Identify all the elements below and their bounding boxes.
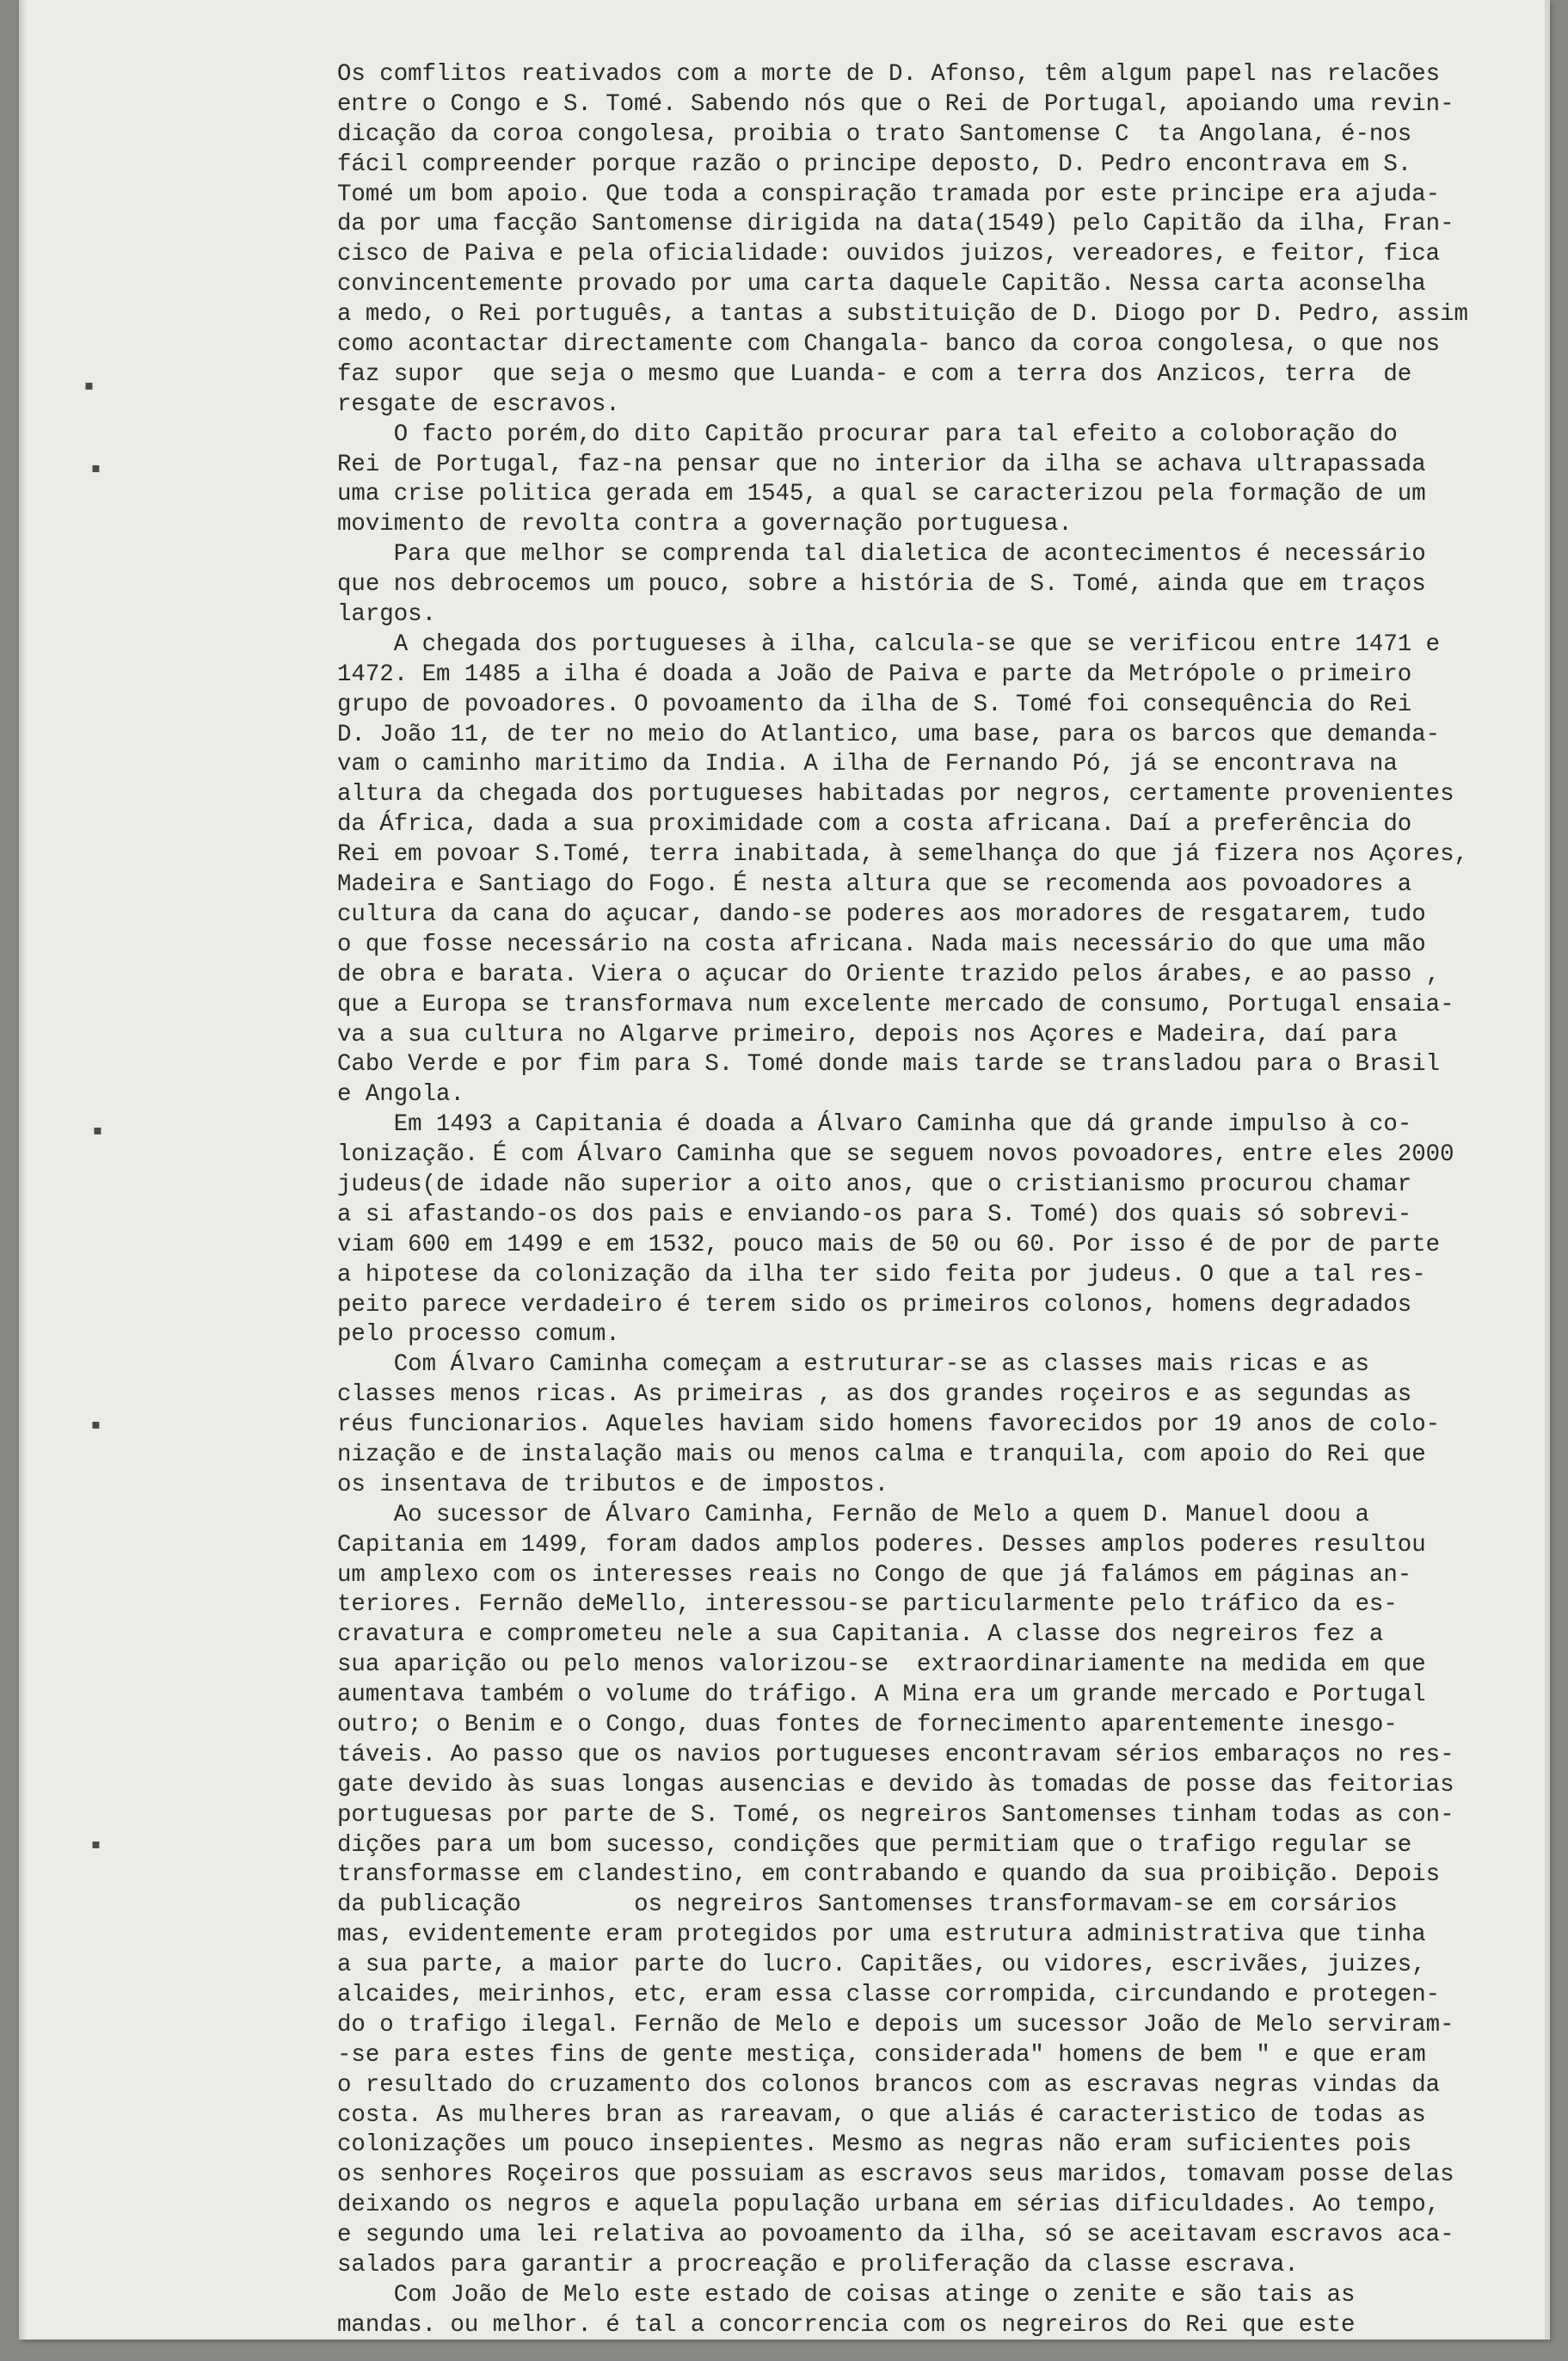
text-line: altura da chegada dos portugueses habitadas por negros, certamente provenientes bbox=[337, 781, 1454, 809]
text-line: classes menos ricas. As primeiras , as dos grandes roçeiros e as segundas as bbox=[337, 1381, 1412, 1409]
text-line: e Angola. bbox=[337, 1081, 464, 1109]
text-line: Cabo Verde e por fim para S. Tomé donde mais tarde se transladou para o Brasil bbox=[337, 1051, 1441, 1079]
text-line: pelo processo comum. bbox=[337, 1321, 620, 1349]
text-line: cultura da cana do açucar, dando-se poderes aos moradores de resgatarem, tudo bbox=[337, 901, 1426, 928]
text-line: entre o Congo e S. Tomé. Sabendo nós que o Rei de Portugal, apoiando uma revin- bbox=[337, 90, 1454, 118]
text-line: sua aparição ou pelo menos valorizou-se extraordinariamente na medida em que bbox=[337, 1651, 1426, 1679]
text-line: Com Álvaro Caminha começam a estruturar-se as classes mais ricas e as bbox=[337, 1351, 1369, 1379]
text-line: táveis. Ao passo que os navios portugueses encontravam sérios embaraços no res- bbox=[337, 1741, 1454, 1768]
text-line: a medo, o Rei português, a tantas a substituição de D. Diogo por D. Pedro, assim bbox=[337, 301, 1468, 329]
margin-dot: ▪ bbox=[91, 1416, 101, 1432]
text-line: a hipotese da colonização da ilha ter sido feita por judeus. O que a tal res- bbox=[337, 1261, 1426, 1288]
text-line: salados para garantir a procreação e proliferação da classe escrava. bbox=[337, 2252, 1299, 2279]
text-line: viam 600 em 1499 e em 1532, pouco mais de 50 ou 60. Por isso é de por de parte bbox=[337, 1231, 1441, 1258]
text-line: D. João 11, de ter no meio do Atlantico, uma base, para os barcos que demanda- bbox=[337, 721, 1441, 748]
text-line: Ao sucessor de Álvaro Caminha, Fernão de Melo a quem D. Manuel doou a bbox=[337, 1501, 1369, 1528]
text-line: transformasse em clandestino, em contrabando e quando da sua proibição. Depois bbox=[337, 1861, 1441, 1889]
text-line: a si afastando-os dos pais e enviando-os para S. Tomé) dos quais só sobrevi- bbox=[337, 1201, 1412, 1228]
text-line: dicação da coroa congolesa, proibia o trato Santomense C ta Angolana, é-nos bbox=[337, 120, 1412, 148]
text-line: da publicação os negreiros Santomenses transformavam-se em corsários bbox=[337, 1891, 1398, 1919]
text-line: fácil compreender porque razão o principe deposto, D. Pedro encontrava em S. bbox=[337, 151, 1412, 178]
text-line: outro; o Benim e o Congo, duas fontes de fornecimento aparentemente inesgo- bbox=[337, 1711, 1398, 1738]
text-line: cisco de Paiva e pela oficialidade: ouvidos juizos, vereadores, e feitor, fica bbox=[337, 241, 1441, 268]
text-line: judeus(de idade não superior a oito anos, que o cristianismo procurou chamar bbox=[337, 1171, 1412, 1198]
text-line: de obra e barata. Viera o açucar do Oriente trazido pelos árabes, e ao passo , bbox=[337, 961, 1441, 988]
text-line: o que fosse necessário na costa africana. Nada mais necessário do que uma mão bbox=[337, 931, 1426, 958]
text-line: grupo de povoadores. O povoamento da ilha de S. Tomé foi consequência do Rei bbox=[337, 691, 1412, 718]
text-line: peito parece verdadeiro é terem sido os primeiros colonos, homens degradados bbox=[337, 1291, 1412, 1319]
text-line: cravatura e comprometeu nele a sua Capitania. A classe dos negreiros fez a bbox=[337, 1621, 1384, 1649]
text-line: Rei em povoar S.Tomé, terra inabitada, à semelhança do que já fizera nos Açores, bbox=[337, 841, 1468, 869]
text-line: 1472. Em 1485 a ilha é doada a João de Paiva e parte da Metrópole o primeiro bbox=[337, 661, 1412, 688]
text-line: deixando os negros e aquela população urbana em sérias dificuldades. Ao tempo, bbox=[337, 2192, 1441, 2219]
page-binding-edge bbox=[19, 0, 28, 2339]
typewritten-page bbox=[19, 0, 1550, 2339]
text-line: dições para um bom sucesso, condições que permitiam que o trafigo regular se bbox=[337, 1831, 1412, 1859]
text-line: mas, evidentemente eram protegidos por uma estrutura administrativa que tinha bbox=[337, 1921, 1426, 1949]
text-line: Os comflitos reativados com a morte de D. Afonso, têm algum papel nas relacões bbox=[337, 61, 1441, 88]
text-line: A chegada dos portugueses à ilha, calcula-se que se verificou entre 1471 e bbox=[337, 630, 1441, 658]
text-line: Rei de Portugal, faz-na pensar que no interior da ilha se achava ultrapassada bbox=[337, 451, 1426, 478]
text-line: Em 1493 a Capitania é doada a Álvaro Caminha que dá grande impulso à co- bbox=[337, 1111, 1412, 1139]
margin-dot: ▪ bbox=[91, 459, 101, 476]
text-line: Com João de Melo este estado de coisas atinge o zenite e são tais as bbox=[337, 2281, 1356, 2309]
margin-dot: ▪ bbox=[91, 1835, 101, 1852]
text-line: Para que melhor se comprenda tal dialetica de acontecimentos é necessário bbox=[337, 541, 1426, 569]
text-line: que nos debrocemos um pouco, sobre a história de S. Tomé, ainda que em traços bbox=[337, 571, 1426, 599]
margin-dot: ▪ bbox=[93, 1122, 102, 1138]
text-line: a sua parte, a maior parte do lucro. Capitães, ou vidores, escrivães, juizes, bbox=[337, 1952, 1426, 1979]
text-line: Madeira e Santiago do Fogo. É nesta altura que se recomenda aos povoadores a bbox=[337, 871, 1412, 899]
text-line: uma crise politica gerada em 1545, a qual se caracterizou pela formação de um bbox=[337, 481, 1426, 508]
text-line: O facto porém,do dito Capitão procurar para tal efeito a coloboração do bbox=[337, 421, 1398, 448]
text-line: como acontactar directamente com Changala- banco da coroa congolesa, o que nos bbox=[337, 331, 1441, 359]
text-line: Tomé um bom apoio. Que toda a conspiração tramada por este principe era ajuda- bbox=[337, 181, 1441, 208]
text-line: colonizações um pouco insepientes. Mesmo as negras não eram suficientes pois bbox=[337, 2131, 1412, 2159]
text-line: réus funcionarios. Aqueles haviam sido homens favorecidos por 19 anos de colo- bbox=[337, 1411, 1441, 1439]
text-line: largos. bbox=[337, 601, 437, 629]
text-line: portuguesas por parte de S. Tomé, os negreiros Santomenses tinham todas as con- bbox=[337, 1801, 1454, 1829]
text-line: convincentemente provado por uma carta daquele Capitão. Nessa carta aconselha bbox=[337, 271, 1426, 298]
text-line: do o trafigo ilegal. Fernão de Melo e depois um sucessor João de Melo serviram- bbox=[337, 2011, 1454, 2038]
text-line: resgate de escravos. bbox=[337, 390, 620, 418]
text-line: mandas. ou melhor. é tal a concorrencia com os negreiros do Rei que este bbox=[337, 2311, 1356, 2339]
text-line: movimento de revolta contra a governação portuguesa. bbox=[337, 511, 1073, 538]
text-line: vam o caminho maritimo da India. A ilha de Fernando Pó, já se encontrava na bbox=[337, 751, 1398, 778]
margin-dot: ▪ bbox=[84, 377, 94, 393]
text-line: da África, dada a sua proximidade com a costa africana. Daí a preferência do bbox=[337, 811, 1412, 839]
text-line: Capitania em 1499, foram dados amplos poderes. Desses amplos poderes resultou bbox=[337, 1531, 1426, 1559]
text-line: um amplexo com os interesses reais no Congo de que já falámos em páginas an- bbox=[337, 1561, 1412, 1589]
text-line: gate devido às suas longas ausencias e devido às tomadas de posse das feitorias bbox=[337, 1771, 1454, 1798]
text-line: o resultado do cruzamento dos colonos brancos com as escravas negras vindas da bbox=[337, 2071, 1441, 2099]
text-line: aumentava também o volume do tráfigo. A Mina era um grande mercado e Portugal bbox=[337, 1682, 1426, 1709]
text-line: alcaides, meirinhos, etc, eram essa classe corrompida, circundando e protegen- bbox=[337, 1982, 1441, 2008]
text-line: da por uma facção Santomense dirigida na data(1549) pelo Capitão da ilha, Fran- bbox=[337, 211, 1454, 238]
text-line: que a Europa se transformava num excelente mercado de consumo, Portugal ensaia- bbox=[337, 991, 1454, 1018]
text-line: costa. As mulheres bran as rareavam, o que aliás é caracteristico de todas as bbox=[337, 2101, 1426, 2129]
text-line: nização e de instalação mais ou menos calma e tranquila, com apoio do Rei que bbox=[337, 1441, 1426, 1468]
text-line: -se para estes fins de gente mestiça, considerada" homens de bem " e que eram bbox=[337, 2041, 1426, 2069]
text-line: os senhores Roçeiros que possuiam as escravos seus maridos, tomavam posse delas bbox=[337, 2161, 1454, 2189]
document-body bbox=[337, 60, 1567, 2341]
text-line: va a sua cultura no Algarve primeiro, depois nos Açores e Madeira, daí para bbox=[337, 1021, 1398, 1048]
text-line: lonização. É com Álvaro Caminha que se seguem novos povoadores, entre eles 2000 bbox=[337, 1141, 1454, 1169]
text-line: os insentava de tributos e de impostos. bbox=[337, 1471, 889, 1498]
text-line: e segundo uma lei relativa ao povoamento da ilha, só se aceitavam escravos aca- bbox=[337, 2222, 1454, 2249]
text-line: faz supor que seja o mesmo que Luanda- e com a terra dos Anzicos, terra de bbox=[337, 360, 1412, 388]
text-line: teriores. Fernão deMello, interessou-se particularmente pelo tráfico da es- bbox=[337, 1591, 1398, 1619]
